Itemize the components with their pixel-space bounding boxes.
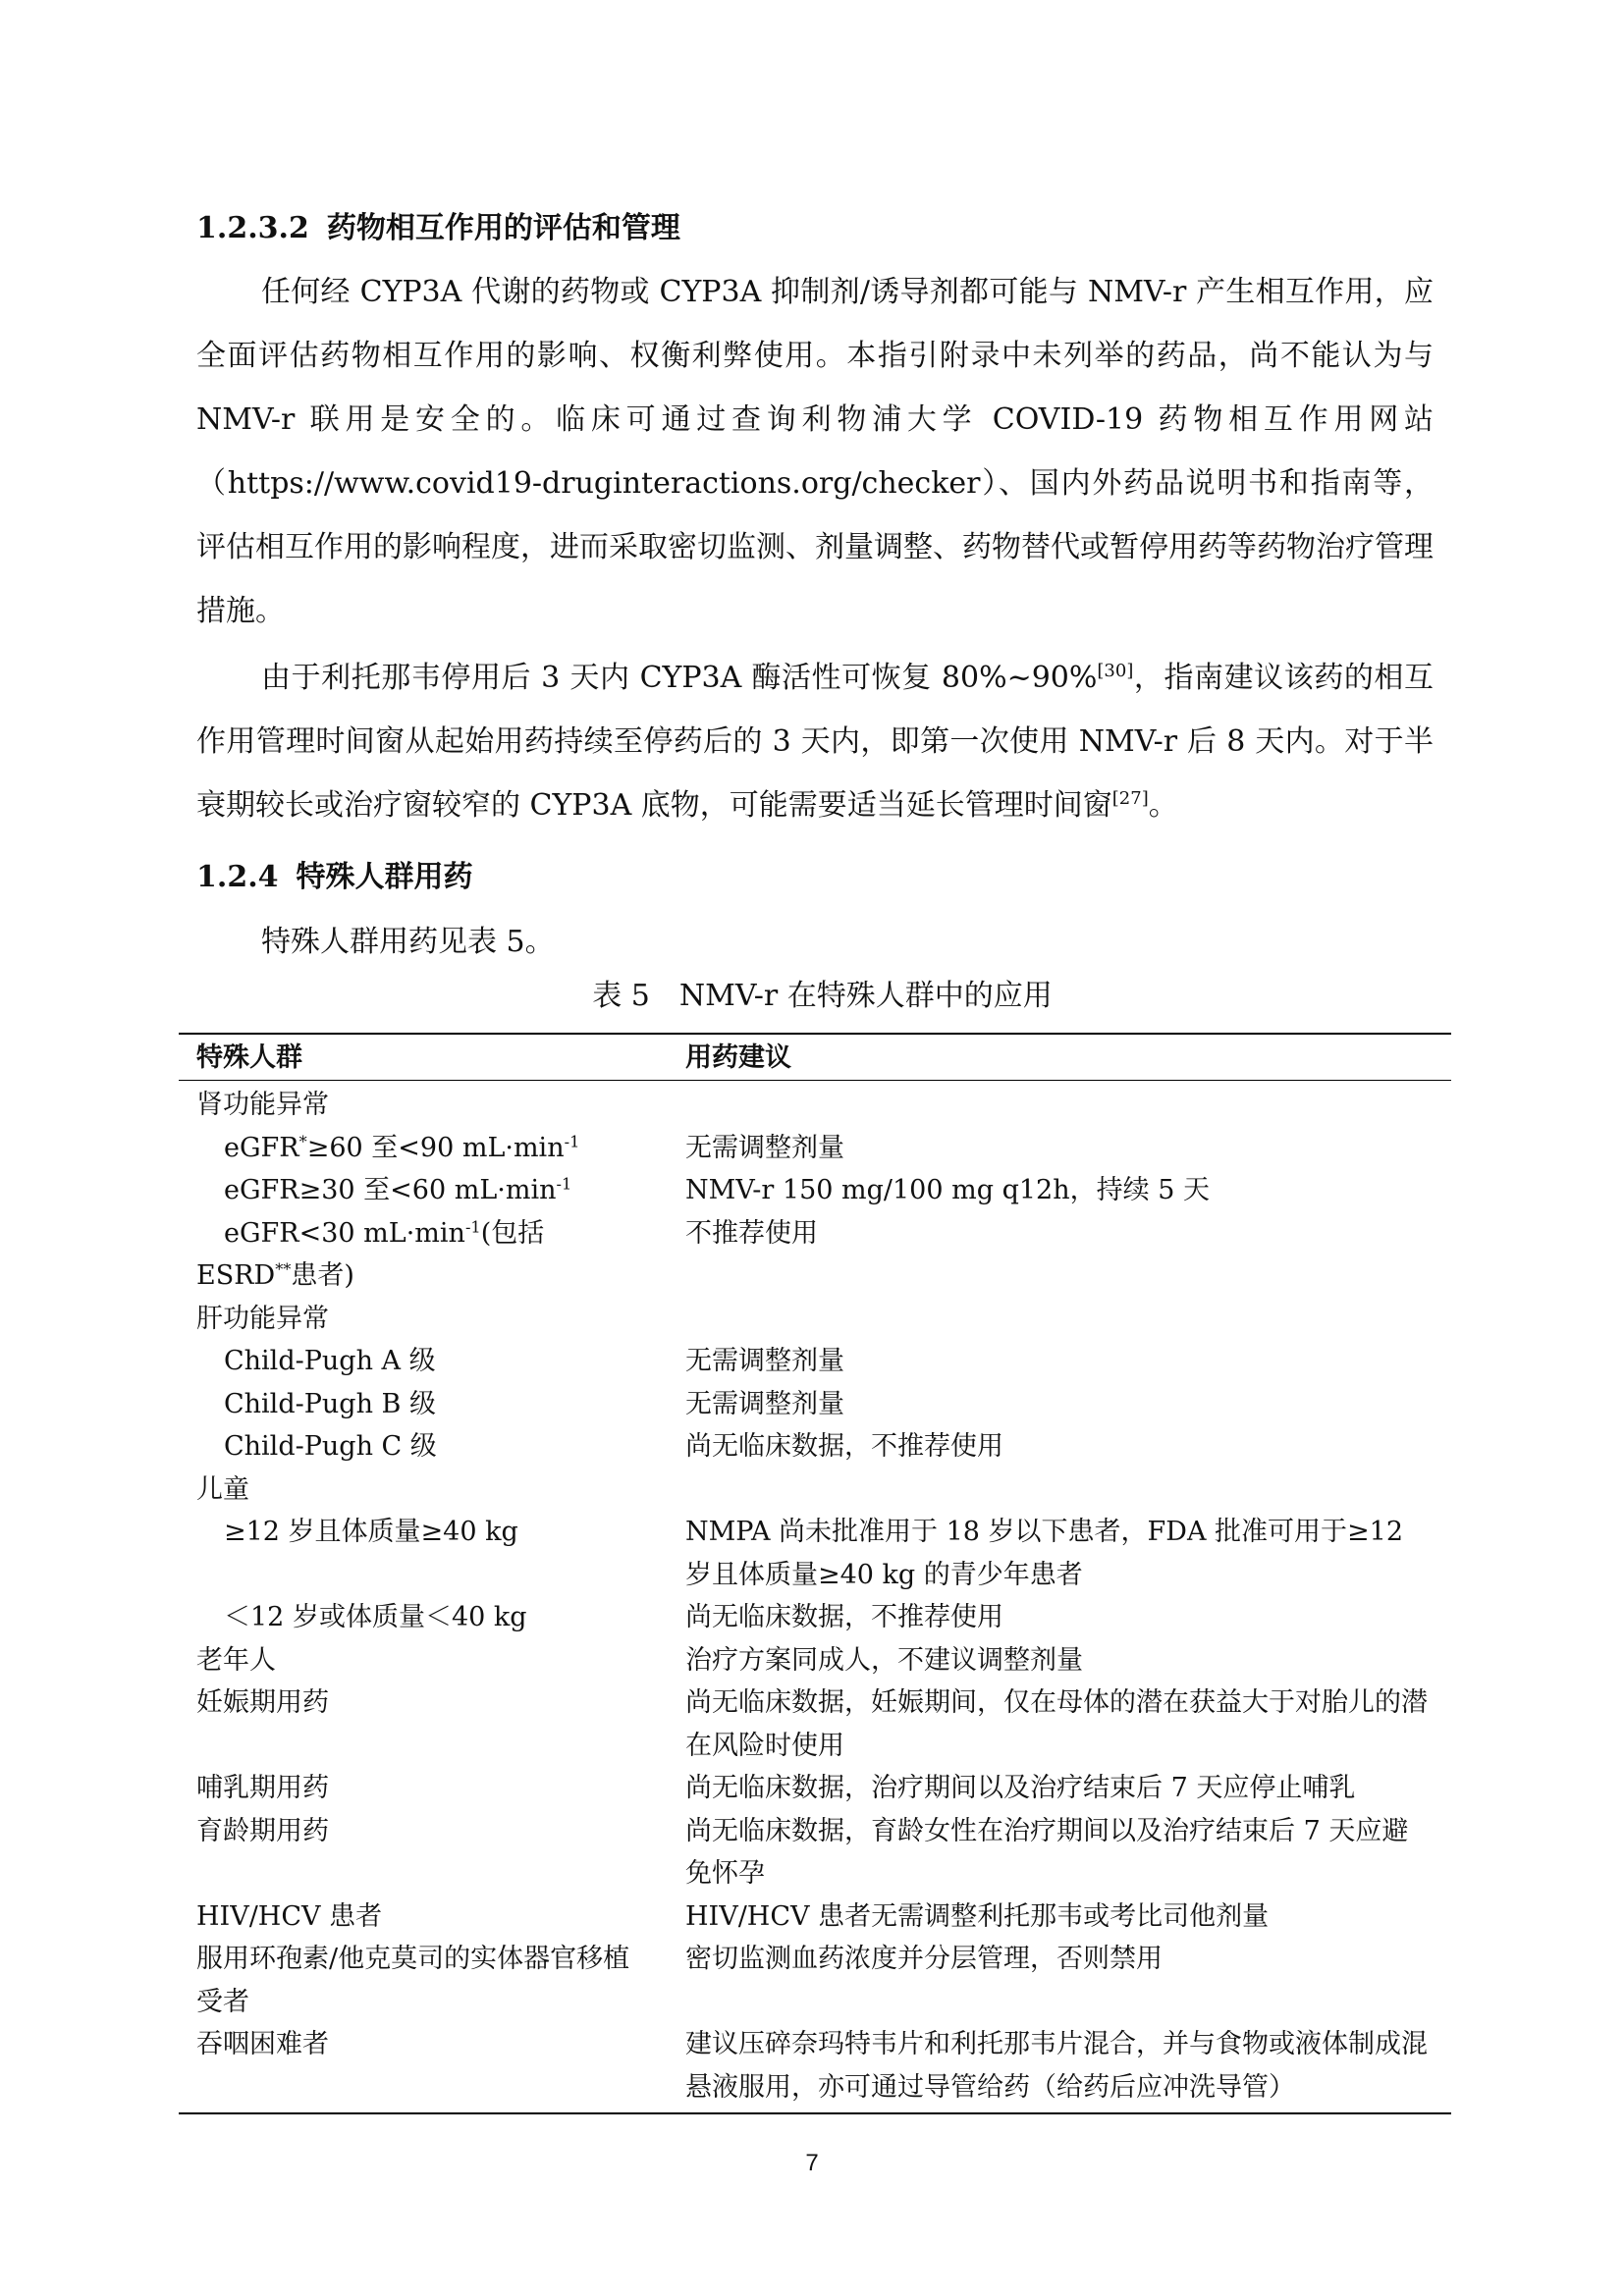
table-row bbox=[179, 1896, 1451, 1939]
table-row bbox=[179, 1767, 1451, 1810]
paragraph-special-populations: 特殊人群用药见表 5。 bbox=[261, 925, 555, 959]
egfr-label: eGFR bbox=[224, 1132, 299, 1163]
population-cell bbox=[179, 1212, 668, 1298]
advice-cell: 尚无临床数据，不推荐使用 bbox=[685, 1431, 1003, 1462]
population-cell: 吞咽困难者 bbox=[196, 2029, 329, 2059]
table-row bbox=[179, 1938, 1451, 2023]
paragraph-text: 由于利托那韦停用后 3 天内 CYP3A 酶活性可恢复 80%~90% bbox=[261, 661, 1098, 695]
section-heading-1-2-3-2 bbox=[196, 209, 680, 248]
section-number: 1.2.4 bbox=[196, 860, 279, 894]
egfr-note: (包括 ESRD bbox=[196, 1217, 545, 1291]
egfr-range: <30 mL·min bbox=[298, 1217, 465, 1249]
egfr-label: eGFR bbox=[224, 1217, 299, 1249]
population-cell: ≥12 岁且体质量≥40 kg bbox=[224, 1517, 518, 1547]
section-number: 1.2.3.2 bbox=[196, 211, 309, 245]
citation-ref: [30] bbox=[1097, 661, 1134, 682]
footnote-mark: * bbox=[298, 1131, 307, 1150]
header-advice: 用药建议 bbox=[685, 1041, 791, 1073]
table-row bbox=[179, 1682, 1451, 1767]
citation-ref: [27] bbox=[1111, 788, 1149, 810]
advice-cell bbox=[668, 1468, 1451, 1512]
population-cell bbox=[179, 1169, 668, 1212]
unit-exponent: -1 bbox=[556, 1174, 572, 1194]
advice-cell: 建议压碎奈玛特韦片和利托那韦片混合，并与食物或液体制成混悬液服用，亦可通过导管给药（给药后应冲洗导管） bbox=[685, 2029, 1428, 2103]
table-row bbox=[179, 1340, 1451, 1383]
population-cell: 服用环孢素/他克莫司的实体器官移植受者 bbox=[196, 1944, 630, 2017]
population-cell: 育龄期用药 bbox=[196, 1815, 329, 1846]
population-cell: Child-Pugh B 级 bbox=[224, 1388, 436, 1419]
egfr-label: eGFR bbox=[224, 1175, 299, 1205]
advice-cell: 治疗方案同成人，不建议调整剂量 bbox=[685, 1644, 1083, 1676]
unit-exponent: -1 bbox=[564, 1131, 580, 1150]
page-number: 7 bbox=[805, 2150, 819, 2176]
population-cell bbox=[179, 1127, 668, 1170]
egfr-note: 患者) bbox=[291, 1260, 354, 1291]
table-row bbox=[179, 1468, 1451, 1512]
population-cell: HIV/HCV 患者 bbox=[196, 1900, 383, 1932]
special-populations-table bbox=[179, 1031, 1451, 2109]
table-row bbox=[179, 1298, 1451, 1341]
advice-cell: NMV-r 150 mg/100 mg q12h，持续 5 天 bbox=[685, 1175, 1210, 1205]
paragraph-management-window bbox=[196, 646, 1434, 837]
advice-cell: 尚无临床数据，育龄女性在治疗期间以及治疗结束后 7 天应避免怀孕 bbox=[685, 1815, 1409, 1889]
egfr-range: ≥60 至<90 mL·min bbox=[306, 1132, 565, 1163]
paragraph-text: 。 bbox=[1148, 788, 1178, 823]
advice-cell: 不推荐使用 bbox=[685, 1217, 818, 1249]
section-title: 药物相互作用的评估和管理 bbox=[326, 211, 680, 245]
table-row bbox=[179, 1383, 1451, 1426]
footnote-mark: ** bbox=[275, 1259, 292, 1279]
advice-cell: 无需调整剂量 bbox=[685, 1132, 844, 1163]
table-row bbox=[179, 1084, 1451, 1127]
table-row bbox=[179, 1511, 1451, 1596]
table-row bbox=[179, 1639, 1451, 1682]
table-row bbox=[179, 1127, 1451, 1170]
population-cell: Child-Pugh C 级 bbox=[224, 1431, 437, 1462]
table-row bbox=[179, 1810, 1451, 1896]
advice-cell: HIV/HCV 患者无需调整利托那韦或考比司他剂量 bbox=[685, 1900, 1270, 1932]
population-cell: 肾功能异常 bbox=[196, 1090, 329, 1120]
table-row bbox=[179, 1212, 1451, 1298]
table-row bbox=[179, 1169, 1451, 1212]
population-cell: 老年人 bbox=[196, 1644, 276, 1676]
paragraph-drug-interactions: 任何经 CYP3A 代谢的药物或 CYP3A 抑制剂/诱导剂都可能与 NMV-r 产生相互作用，应全面评估药物相互作用的影响、权衡利弊使用。本指引附录中未列举的药品，尚不能认为与 NMV-r 联用是安全的。临床可通过查询利物浦大学 COVID-19 药物相互作用网站（https://www.covid19-druginteractions.org/checker）、国内外药品说明书和指南等，评估相互作用的影响程度，进而采取密切监测、剂量调整、药物替代或暂停用药等药物治疗管理措施。 bbox=[196, 275, 1434, 628]
advice-cell bbox=[668, 1298, 1451, 1341]
population-cell: 儿童 bbox=[196, 1473, 249, 1505]
advice-cell: NMPA 尚未批准用于 18 岁以下患者，FDA 批准可用于≥12 岁且体质量≥40 kg 的青少年患者 bbox=[685, 1517, 1404, 1590]
egfr-range: ≥30 至<60 mL·min bbox=[298, 1175, 557, 1205]
section-heading-1-2-4 bbox=[196, 858, 473, 897]
advice-cell: 尚无临床数据，妊娠期间，仅在母体的潜在获益大于对胎儿的潜在风险时使用 bbox=[685, 1687, 1428, 1761]
table-bottom-rule bbox=[179, 2112, 1451, 2114]
advice-cell: 无需调整剂量 bbox=[685, 1346, 844, 1376]
section-title: 特殊人群用药 bbox=[296, 860, 473, 894]
paragraph-text: ，指南建议该药的相互作用管理时间窗从起始用药持续至停药后的 3 天内，即第一次使用 NMV-r 后 8 天内。对于半衰期较长或治疗窗较窄的 CYP3A 底物，可能需要适当延长管理时间窗 bbox=[196, 661, 1434, 823]
header-population: 特殊人群 bbox=[196, 1041, 302, 1073]
table-caption: 表 5 NMV-r 在特殊人群中的应用 bbox=[592, 979, 1053, 1013]
population-cell: ＜12 岁或体质量＜40 kg bbox=[224, 1602, 527, 1632]
advice-cell: 密切监测血药浓度并分层管理，否则禁用 bbox=[685, 1944, 1163, 1974]
population-cell: 妊娠期用药 bbox=[196, 1687, 329, 1718]
table-row bbox=[179, 1596, 1451, 1639]
table-row bbox=[179, 1425, 1451, 1468]
advice-cell: 尚无临床数据，不推荐使用 bbox=[685, 1602, 1003, 1632]
population-cell: 肝功能异常 bbox=[196, 1303, 329, 1334]
population-cell: Child-Pugh A 级 bbox=[224, 1346, 436, 1376]
table-row bbox=[179, 2023, 1451, 2109]
advice-cell: 无需调整剂量 bbox=[685, 1388, 844, 1419]
unit-exponent: -1 bbox=[464, 1216, 481, 1236]
advice-cell: 尚无临床数据，治疗期间以及治疗结束后 7 天应停止哺乳 bbox=[685, 1773, 1356, 1803]
table-header-row bbox=[179, 1031, 1451, 1078]
advice-cell bbox=[668, 1084, 1451, 1127]
population-cell: 哺乳期用药 bbox=[196, 1773, 329, 1803]
